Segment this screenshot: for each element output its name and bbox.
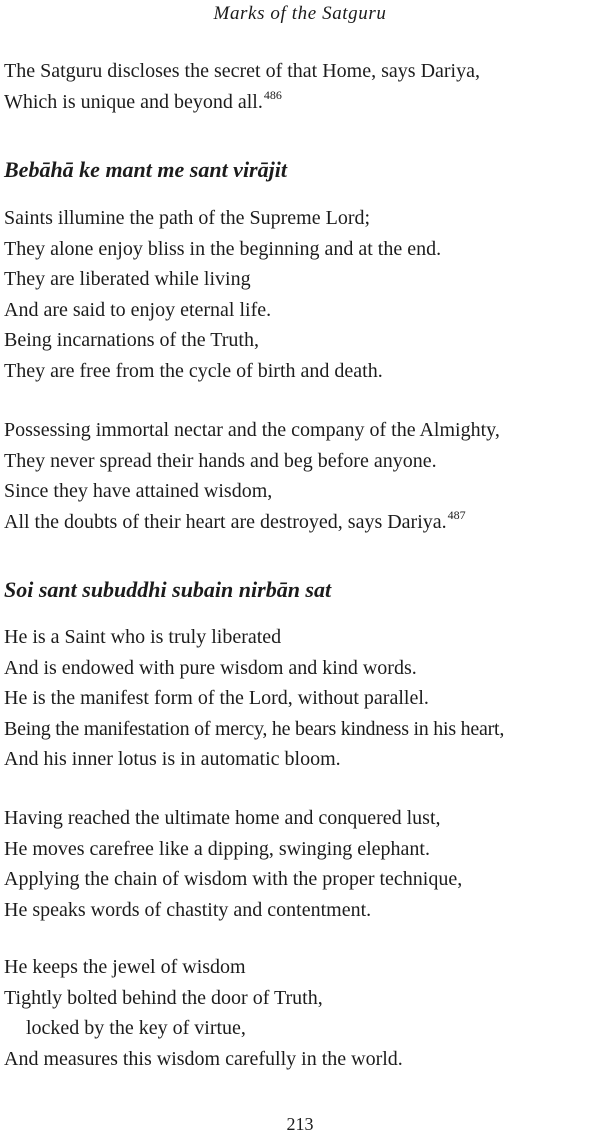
verse-line: Having reached the ultimate home and conquered lust, — [4, 807, 441, 829]
verse-line: And his inner lotus is in automatic bloom. — [4, 748, 341, 770]
verse-line: And is endowed with pure wisdom and kind words. — [4, 656, 417, 679]
footnote-marker: 486 — [263, 87, 282, 102]
verse-line: He is a Saint who is truly liberated — [4, 626, 282, 648]
stanza — [4, 622, 600, 775]
stanza — [4, 203, 600, 386]
verse-line: He moves carefree like a dipping, swinging elephant. — [4, 837, 430, 860]
verse-line: Saints illumine the path of the Supreme Lord; — [4, 207, 371, 229]
section-heading: Bebāhā ke mant me sant virājit — [4, 157, 287, 182]
verse-line: They alone enjoy bliss in the beginning and at the end. — [4, 237, 442, 260]
verse-line: They are free from the cycle of birth and death. — [4, 359, 383, 382]
verse-line: He speaks words of chastity and contentment. — [4, 898, 372, 921]
verse-line: Applying the chain of wisdom with the proper technique, — [4, 868, 463, 890]
verse-line: He is the manifest form of the Lord, without parallel. — [4, 687, 429, 709]
verse-line: They are liberated while living — [4, 268, 251, 290]
verse-line: Since they have attained wisdom, — [4, 480, 273, 502]
verse-line: Being incarnations of the Truth, — [4, 329, 259, 351]
verse-line: Tightly bolted behind the door of Truth, — [4, 986, 323, 1009]
verse-line: Possessing immortal nectar and the company of the Almighty, — [4, 419, 500, 441]
page-number: 213 — [286, 1114, 314, 1134]
verse-line: Which is unique and beyond all.$^{486}$ — [4, 87, 282, 113]
section-heading: Soi sant subuddhi subain nirbān sat — [4, 577, 332, 602]
running-head: Marks of the Satguru — [213, 3, 387, 24]
verse-line: He keeps the jewel of wisdom — [4, 956, 246, 978]
verse-line: Being the manifestation of mercy, he bears kindness in his heart, — [4, 717, 505, 740]
verse-line: All the doubts of their heart are destroyed, says Dariya.$^{487}$ — [4, 507, 466, 533]
stanza — [4, 415, 600, 539]
footnote-marker: 487 — [447, 507, 466, 522]
verse-line: The Satguru discloses the secret of that Home, says Dariya, — [4, 60, 480, 82]
verse-line: And are said to enjoy eternal life. — [4, 298, 272, 321]
verse-line: And measures this wisdom carefully in the world. — [4, 1047, 403, 1070]
stanza — [4, 803, 600, 925]
stanza — [4, 952, 600, 1074]
stanza-opening — [4, 56, 600, 119]
verse-line-indented: locked by the key of virtue, — [26, 1017, 246, 1039]
verse-line: They never spread their hands and beg before anyone. — [4, 449, 437, 472]
